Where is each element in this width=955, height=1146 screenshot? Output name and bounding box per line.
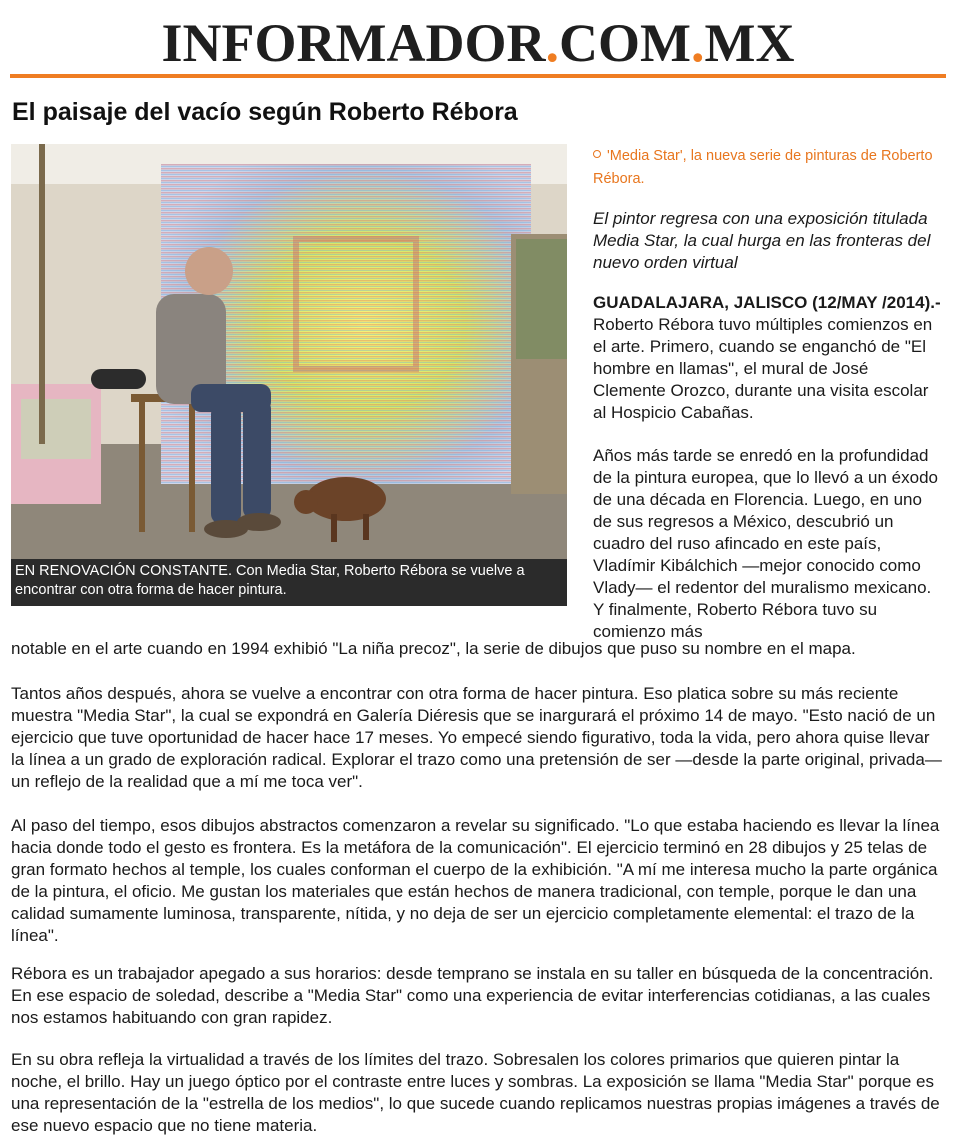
paragraph-1-text: Roberto Rébora tuvo múltiples comienzos en el arte. Primero, cuando se enganchó de "El hombre en llamas", el mural de José Clemente Orozco, durante una visita escolar al Hospicio Cabañas. <box>593 315 933 422</box>
related-link-text[interactable]: 'Media Star', la nueva serie de pinturas de Roberto Rébora. <box>593 148 933 187</box>
article-title: El paisaje del vacío según Roberto Rébora <box>12 98 518 126</box>
article-dek: El pintor regresa con una exposición titulada Media Star, la cual hurga en las fronteras del nuevo orden virtual <box>593 209 931 272</box>
logo-mx: MX <box>704 13 795 73</box>
paragraph-5: Rébora es un trabajador apegado a sus horarios: desde temprano se instala en su taller en búsqueda de la concentración. En ese espacio de soledad, describe a "Media Star" como una experiencia de evitar interferencias cotidianas, a las cuales nos estamos habituando con gran rapidez. <box>11 964 934 1027</box>
logo-dot: . <box>545 13 560 73</box>
paragraph-4: Al paso del tiempo, esos dibujos abstractos comenzaron a revelar su significado. "Lo que estaba haciendo es llevar la línea hacia donde todo el gesto es frontera. Es la metáfora de la comunicación". El ejercicio terminó en 28 dibujos y 25 telas de gran formato hechos al temple, los cuales conforman el cuerpo de la exhibición. "A mí me interesa mucho la parte orgánica de la pintura, el oficio. Me gustan los materiales que están hechos de manera tradicional, con temple, porque le dan una calidad sumamente luminosa, transparente, nítida, y no deja de ser un ejercicio completamente elemental: el trazo de la línea". <box>11 816 940 945</box>
photo-caption: EN RENOVACIÓN CONSTANTE. Con Media Star, Roberto Rébora se vuelve a encontrar con otra forma de hacer pintura. <box>11 559 567 606</box>
logo-com: COM <box>559 13 691 73</box>
paragraph-3: Tantos años después, ahora se vuelve a encontrar con otra forma de hacer pintura. Eso platica sobre su más reciente muestra "Media Star", la cual se expondrá en Galería Diéresis que se inargurará el próximo 14 de mayo. "Esto nació de un ejercicio que tuve oportunidad de hacer hace 17 meses. Yo empecé siendo figurativo, toda la vida, pero ahora quise llevar la línea a un grado de exploración radical. Explorar el trazo como una pretensión de ser —desde la parte original, privada— un reflejo de la realidad que a mí me toca ver". <box>11 684 942 791</box>
photo-illustration <box>11 144 567 606</box>
related-link[interactable] <box>593 145 943 191</box>
paragraph-1 <box>593 292 943 424</box>
dateline: GUADALAJARA, JALISCO (12/MAY /2014).- <box>593 293 941 312</box>
site-logo[interactable] <box>10 13 946 73</box>
paragraph-2a: Años más tarde se enredó en la profundidad de la pintura europea, que lo llevó a un éxodo de una década en Florencia. Luego, en uno de sus regresos a México, descubrió un cuadro del ruso afincado en este país, Vladímir Kibálchich —mejor conocido como Vlady— el redentor del muralismo mexicano. Y finalmente, Roberto Rébora tuvo su comienzo más <box>593 446 938 641</box>
paragraph-6: En su obra refleja la virtualidad a través de los límites del trazo. Sobresalen los colores primarios que quieren pintar la noche, el brillo. Hay un juego óptico por el contraste entre luces y sombras. La exposición se llama "Media Star" porque es una representación de la "estrella de los medios", lo que sucede cuando replicamos nuestras propias imágenes a través de ese nuevo espacio que no tiene materia. <box>11 1050 940 1135</box>
article-photo[interactable] <box>11 144 567 606</box>
paragraph-2b: notable en el arte cuando en 1994 exhibió "La niña precoz", la serie de dibujos que puso su nombre en el mapa. <box>11 639 856 658</box>
masthead <box>10 0 946 78</box>
logo-dot-2: . <box>690 13 705 73</box>
logo-main: INFORMADOR <box>161 13 546 73</box>
bullet-icon <box>593 150 601 158</box>
